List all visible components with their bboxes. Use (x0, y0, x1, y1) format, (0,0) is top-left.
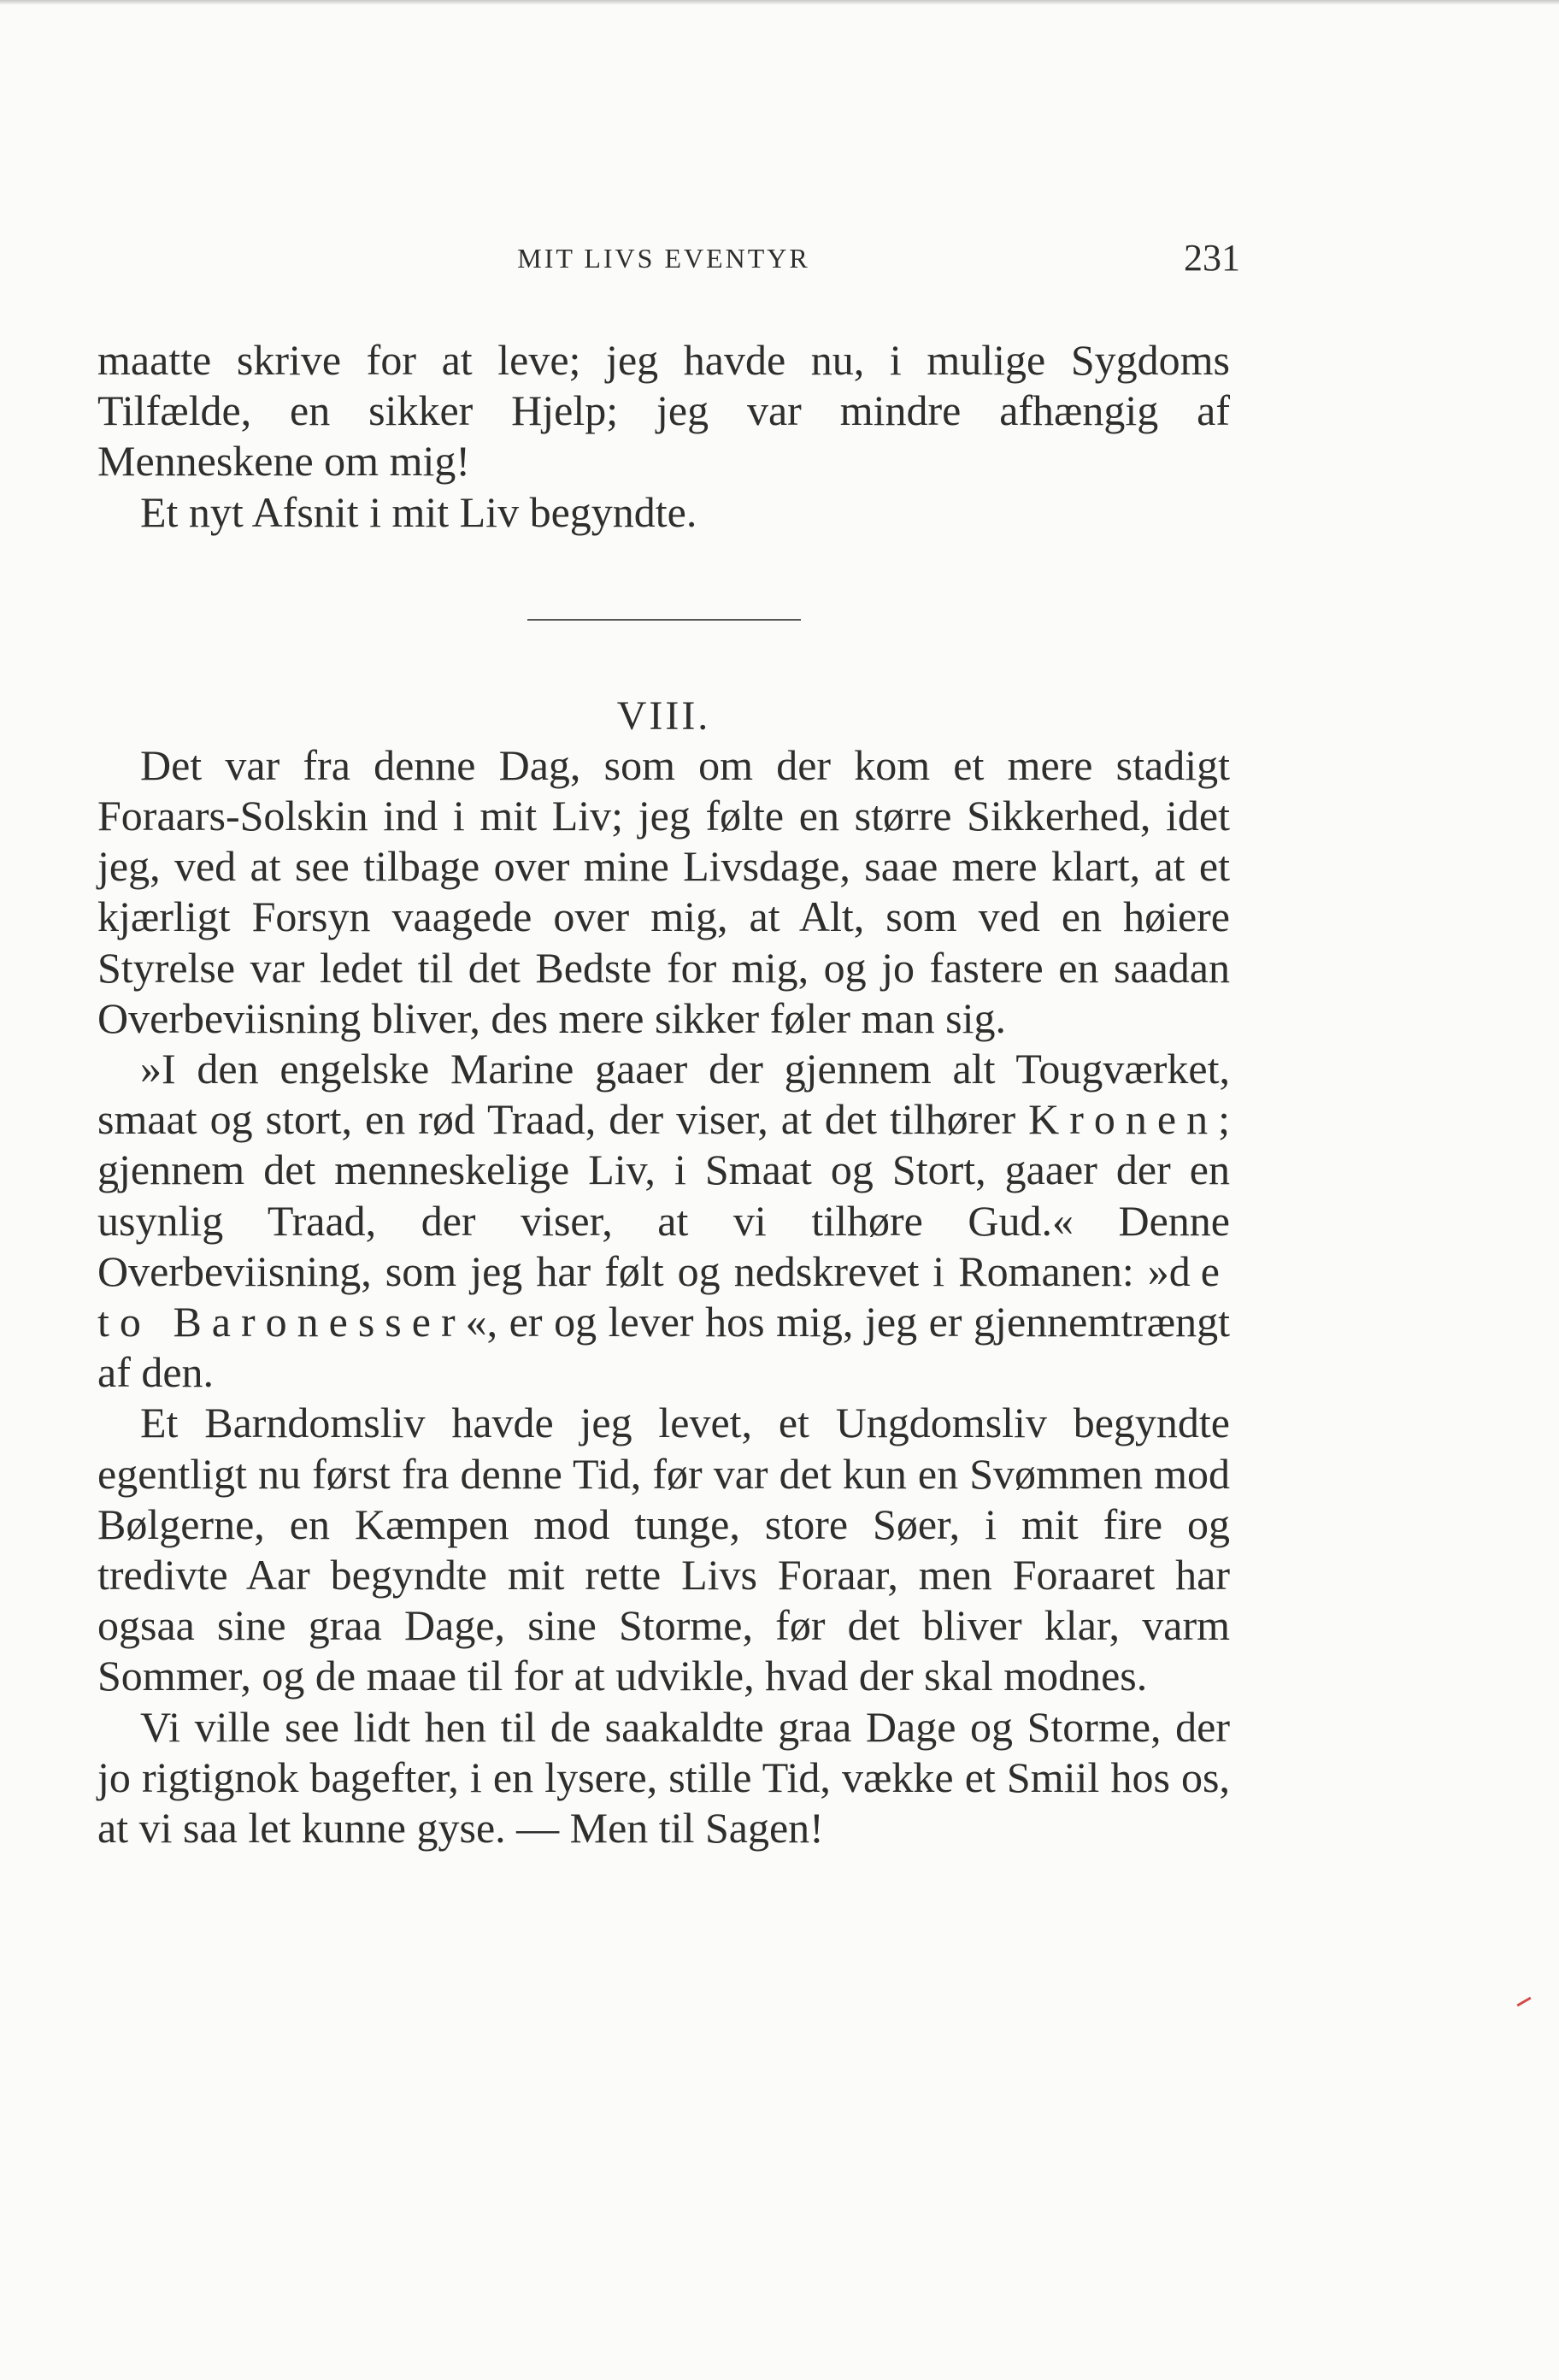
page-top-edge (0, 0, 1559, 5)
paragraph-2-start: »I den engelske Marine gaaer der gjennem alt Tougværket, smaat og stort, en rød Traad, der viser, at det tilhører (97, 1045, 1230, 1144)
page-number: 231 (1184, 237, 1240, 279)
paragraph-2-middle: ; gjennem det menneskelige Liv, i Smaat og Stort, gaaer der en usynlig Traad, der viser, at vi tilhøre Gud.« Denne Overbeviisning, som jeg har følt og nedskrevet i Romanen: » (97, 1095, 1230, 1295)
spaced-title-baronesser: de to Baronesser (97, 1246, 1230, 1346)
section-heading: VIII. (616, 692, 711, 739)
body-paragraph-2 (97, 1044, 1230, 1398)
running-title: MIT LIVS EVENTYR (517, 243, 810, 274)
running-header (97, 231, 1240, 282)
book-page (97, 231, 1240, 1853)
spaced-word-kronen: Kronen (1028, 1095, 1219, 1144)
new-chapter-paragraph: Et nyt Afsnit i mit Liv begyndte. (140, 487, 697, 536)
paragraph-2-end: «, er og lever hos mig, jeg er gjennemtrængt af den. (97, 1298, 1230, 1397)
body-paragraph-4: Vi ville see lidt hen til de saakaldte graa Dage og Storme, der jo rigtignok bagefter, i en lysere, stille Tid, vække et Smiil hos os, at vi saa let kunne gyse. — Men til Sagen! (97, 1702, 1230, 1853)
body-paragraph-3: Et Barndomsliv havde jeg levet, et Ungdomsliv begyndte egentligt nu først fra denne Tid, før var det kun en Svømmen mod Bølgerne, en Kæmpen mod tunge, store Søer, i mit fire og tredivte Aar begyndte mit rette Livs Foraar, men Foraaret har ogsaa sine graa Dage, sine Storme, før det bliver klar, varm Sommer, og de maae til for at udvikle, hvad der skal modnes. (97, 1399, 1230, 1700)
body-paragraph-1: Det var fra denne Dag, som om der kom et mere stadigt Foraars-Solskin ind i mit Liv; jeg følte en større Sikkerhed, idet jeg, ved at see tilbage over mine Livsdage, saae mere klart, at et kjærligt Forsyn vaagede over mig, at Alt, som ved en høiere Styrelse var ledet til det Bedste for mig, og jo fastere en saadan Overbeviisning bliver, des mere sikker føler man sig. (97, 740, 1230, 1042)
section-divider (527, 619, 801, 621)
margin-mark (1516, 1997, 1531, 2007)
carryover-paragraph: maatte skrive for at leve; jeg havde nu, i mulige Sygdoms Tilfælde, en sikker Hjelp; jeg var mindre afhængig af Menneskene om mig! (97, 336, 1230, 486)
